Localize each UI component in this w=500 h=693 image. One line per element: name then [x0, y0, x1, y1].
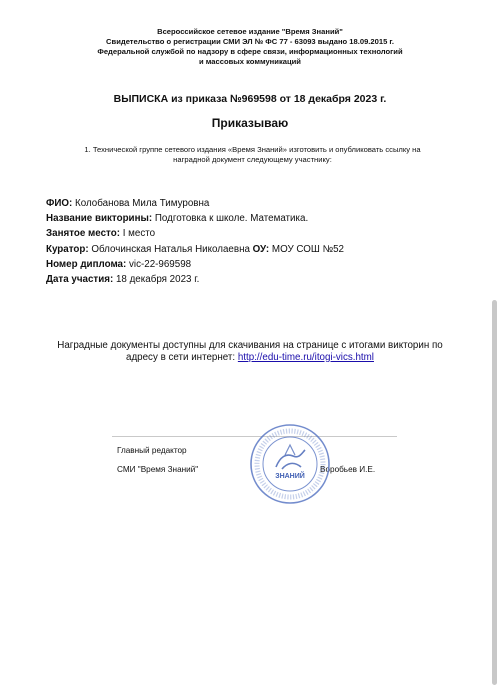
header-line-1: Всероссийское сетевое издание "Время Знаний": [157, 27, 343, 36]
order-text: [45, 145, 460, 165]
header-line-3: Федеральной службой по надзору в сфере связи, информационных технологий: [97, 47, 403, 56]
header-line-2: Свидетельство о регистрации СМИ ЭЛ № ФС 77 - 63093 выдано 18.09.2015 г.: [106, 37, 394, 46]
scrollbar[interactable]: [492, 300, 497, 685]
date-value: 18 декабря 2023 г.: [115, 274, 200, 286]
stamp-text: ЗНАНИЙ: [275, 473, 305, 480]
info-row-diploma: [46, 257, 466, 272]
document-subtitle: Приказываю: [211, 116, 289, 130]
place-value: I место: [122, 228, 156, 240]
date-label: Дата участия:: [46, 274, 114, 286]
official-stamp: [249, 423, 331, 505]
quiz-label: Название викторины:: [46, 213, 153, 225]
signature-org: СМИ "Время Знаний": [117, 465, 199, 474]
info-row-place: [46, 226, 466, 241]
fio-label: ФИО:: [46, 198, 73, 209]
header-line-4: и массовых коммуникаций: [199, 57, 301, 66]
curator-label: Куратор:: [46, 243, 89, 255]
document-title: ВЫПИСКА из приказа №969598 от 18 декабря 2023 г.: [113, 93, 387, 105]
info-row-date: [46, 272, 466, 287]
info-row-quiz: [46, 211, 466, 226]
curator-value: Облочинская Наталья Николаевна: [91, 243, 250, 255]
info-row-fio: [46, 196, 466, 211]
diploma-label: Номер диплома:: [46, 258, 127, 270]
publisher-header: [0, 27, 500, 67]
download-note-text: Наградные документы доступны для скачивания на странице с итогами викторин по адресу в сети интернет:: [57, 340, 443, 363]
order-line-2: наградной документ следующему участнику:: [173, 155, 332, 164]
diploma-value: vic-22-969598: [129, 258, 192, 270]
ou-label: ОУ:: [252, 243, 270, 255]
info-row-curator: [46, 242, 466, 257]
ou-value: МОУ СОШ №52: [271, 243, 345, 255]
download-note: [50, 340, 450, 363]
participant-info: [46, 196, 466, 287]
place-label: Занятое место:: [46, 228, 120, 240]
order-line-1: 1. Технической группе сетевого издания «Время Знаний» изготовить и опубликовать ссылку на: [84, 145, 421, 154]
quiz-value: Подготовка к школе. Математика.: [154, 213, 309, 225]
signature-title: Главный редактор: [117, 446, 187, 455]
results-link[interactable]: http://edu-time.ru/itogi-vics.html: [237, 351, 374, 363]
signature-name: Воробьев И.Е.: [320, 465, 376, 474]
fio-value: Колобанова Мила Тимуровна: [75, 198, 210, 209]
